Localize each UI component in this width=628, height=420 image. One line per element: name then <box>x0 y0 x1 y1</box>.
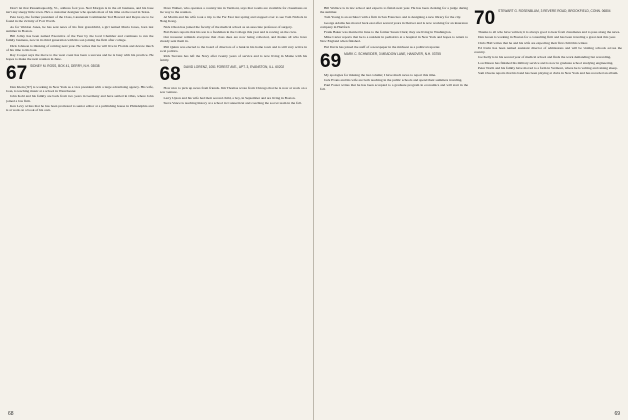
paragraph: Lou Mason has finished his military service and is now in graduate school studying engineering. <box>478 60 614 65</box>
class-secretary-address: SIDNEY M. ROSS, BOX 41, DERRY, N.H. 03038 <box>30 64 100 69</box>
class-year: 67 <box>6 63 28 85</box>
page-number: 69 <box>614 411 620 417</box>
paragraph: Jack Evans and his wife are both teaching in the public schools and spend their summers traveling. <box>324 78 463 83</box>
paragraph: Ken Levy writes that he has been promoted to senior editor at a publishing house in Philadelphia and is at work on a book of his own. <box>6 103 154 112</box>
paragraph: George Adams has moved back east after several years in Denver and is now working for an insurance company in Hartford. <box>320 20 468 29</box>
paragraph: Phil Quinn was elected to the board of directors of a bank in his home town and is still very active in local politics. <box>159 44 307 53</box>
right-page-columns <box>320 6 622 406</box>
class-year-entry <box>160 66 308 84</box>
paragraph: Pete Gray, the former president of the Class, Lieutenant Commander Ted Howard and Reyes are to be found in the vicinity of Fort Worth. <box>6 15 154 24</box>
paragraph: Frank Baker was married in June to the former Susan Clark; they are living in Washington. <box>324 30 452 35</box>
paragraph: Don't let that Passamaquoddy, Vt., address fool you. Ned Morgan is in the oil business, and his base isn't any sleepy little town. He's a customer designer who spends most of his time on the road in Texas. <box>6 6 154 15</box>
column <box>474 6 622 406</box>
paragraph: Bill Jolley has been named Executive of the Year by the local Chamber and continues to run the family business, now in its third generation with his son joining the firm after college. <box>6 34 154 43</box>
paragraph: Mike Carter reports that he is a resident in pediatrics at a hospital in New York and hopes to return to New England when finished. <box>320 35 468 44</box>
class-secretary-address: DAVID LORENZ, 1051 FOREST AVE., APT. 3, EVANSTON, ILL. 60202 <box>183 65 285 70</box>
paragraph: My apologies for missing the last column; I have much news to report this time. <box>324 72 437 77</box>
paragraph: Thanks to all who have written; it is always good to hear from classmates and to pass along the news. <box>478 30 621 34</box>
column <box>320 6 468 406</box>
paragraph: Dan Klein ('67) is working in New York as a vice president with a large advertising agency. His wife, Joan, is teaching music at a school in Westchester. <box>6 85 154 94</box>
page-number: 68 <box>8 411 14 417</box>
paragraph: Dick Johnson is thinking of retiring next year. He writes that he will live in Florida and devote much of his time to his boat. <box>6 43 154 52</box>
paragraph: Al Martin and his wife took a trip to the Far East last spring and stopped over to see Tom Nichols in Hong Kong. <box>159 15 307 24</box>
right-page <box>314 0 628 420</box>
class-year: 70 <box>474 8 496 29</box>
paragraph: Dave Walker, who operates a country inn in Vermont, says that rooms are available for classmates on the way to the reunion. <box>159 6 307 15</box>
class-year-entry <box>320 50 468 72</box>
class-year: 69 <box>320 50 342 72</box>
paragraph: Rick Stevens has left the Navy after twenty years of service and is now living in Maine with his family. <box>159 54 307 63</box>
class-year-entry <box>474 10 622 28</box>
class-secretary-address: STEWART G. ROSENBLUM, 3 REVERE ROAD, BROOKFIELD, CONN. 06804 <box>498 9 611 13</box>
paragraph: Bob Peters reports that his son is a freshman in the College this year and is rowing on the crew. <box>163 30 297 35</box>
paragraph: Ed Irwin has been named assistant director of admissions and will be visiting schools across the country. <box>474 45 622 54</box>
paragraph: Peter North and his family have moved to a farm in Vermont, where he is writing and raising sheep. <box>478 65 618 70</box>
paragraph: Chris Hall writes that he and his wife are expecting their first child this winter. <box>478 40 588 45</box>
paragraph: Tom Young is an architect with a firm in San Francisco and is designing a new library for the city. <box>324 15 462 20</box>
paragraph: Dan Green is working in Boston for a consulting firm and has been traveling a great deal this year. <box>478 35 616 40</box>
paragraph: Joe Kelly is in his second year of medical school and finds the work demanding but rewarding. <box>478 55 612 60</box>
paragraph: Nick Olson has joined the faculty of the medical school as an associate professor of surgery. <box>163 24 293 29</box>
class-secretary-address: MARK C. SCHNEIDER, 3 MEADOW LANE, HANOVER, N.H. 03755 <box>344 51 441 56</box>
paragraph: Paul Foster writes that he has been accepted to a graduate program in economics and will start in the fall. <box>320 83 468 92</box>
paragraph: Our treasurer reminds everyone that class dues are now being collected, and thanks all who have already sent them in. <box>159 35 307 44</box>
class-year-entry <box>6 65 154 83</box>
left-page-columns <box>6 6 307 406</box>
paragraph: Hal Davis has joined the staff of a newspaper in the midwest as a political reporter. <box>324 44 441 49</box>
paragraph: Ray Cooper says the move to the west coast has been a success and he is busy with his practice. He hopes to make the next reunion in June. <box>6 52 154 61</box>
paragraph: Steve Vance is teaching history at a school in Connecticut and coaching the soccer team in the fall. <box>163 100 302 105</box>
paragraph: How nice to pick up news from friends. Jim Thomas wrote from Chicago that he is now at work on a new venture. <box>159 86 307 95</box>
paragraph: Bill Wallace is in law school and expects to finish next year. He has been clerking for a judge during the summer. <box>320 6 468 15</box>
paragraph: Sam Owens reports that his band has been playing at clubs in New York and has recorded an album. <box>478 71 619 76</box>
column <box>6 6 154 406</box>
column <box>160 6 308 406</box>
paragraph: Larry Upton and his wife had their second child, a boy, in September and are living in Boston. <box>163 95 296 100</box>
paragraph: John Kohl and his family are back from two years in Germany and have settled in Ohio, where John joined a law firm. <box>6 94 154 103</box>
paragraph: As for Weldon Jones, he has sent news of his first grandchild, a girl named Maria Jones, born last summer in Boston. <box>6 24 154 33</box>
class-year: 68 <box>159 64 181 86</box>
